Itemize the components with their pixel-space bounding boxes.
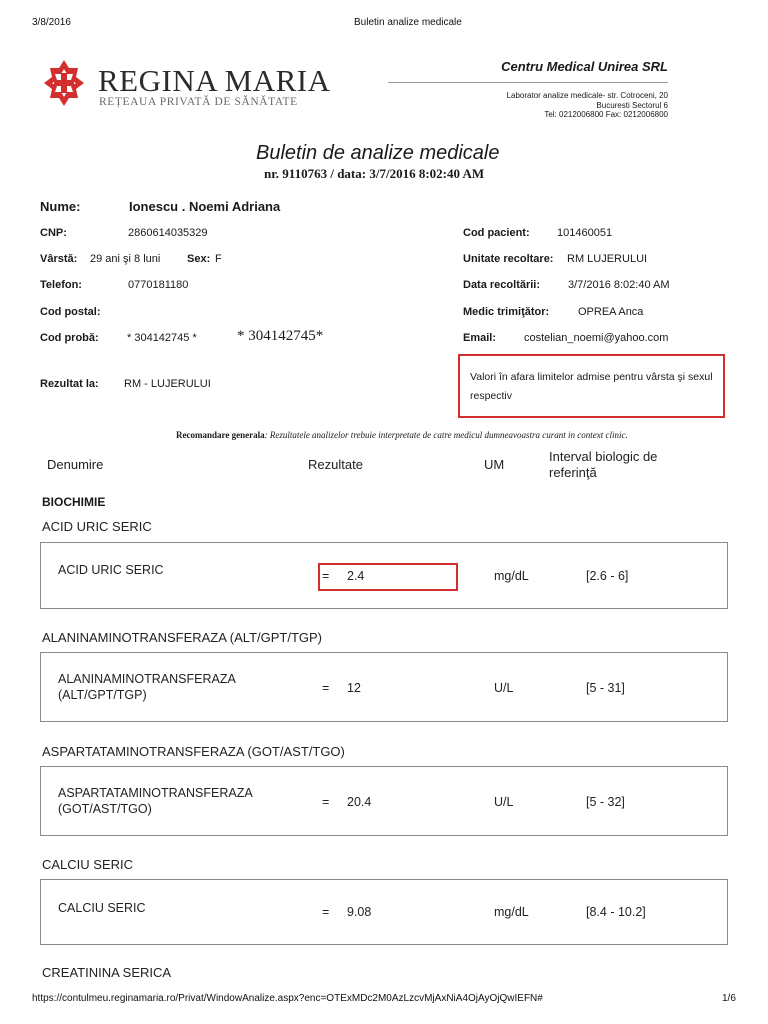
out-of-range-flag [318, 563, 458, 591]
test-group-title: CALCIU SERIC [42, 857, 134, 872]
general-recommendation [176, 430, 628, 440]
test-name: CALCIU SERIC [58, 901, 146, 915]
test-name-line1: ASPARTATAMINOTRANSFERAZA [58, 786, 253, 800]
collection-unit-value: RM LUJERULUI [567, 253, 648, 265]
age-value: 29 ani şi 8 luni [90, 253, 161, 265]
clinic-address-line1: Laborator analize medicale- str. Cotroceni, 20 [506, 91, 668, 100]
sample-code-label: Cod probă: [40, 332, 99, 344]
clinic-divider [388, 82, 668, 83]
test-result-row [40, 542, 728, 609]
test-reference: [5 - 32] [586, 795, 625, 809]
next-test-group-title: CREATININA SERICA [42, 965, 172, 980]
phone-value: 0770181180 [128, 279, 189, 291]
collection-date-label: Data recoltării: [463, 279, 541, 291]
test-unit: U/L [494, 795, 514, 809]
print-page-number: 1/6 [722, 993, 736, 1004]
age-label: Vârstă: [40, 253, 78, 265]
section-title: BIOCHIMIE [42, 495, 106, 509]
test-unit: mg/dL [494, 569, 529, 583]
name-label: Nume: [40, 199, 81, 214]
column-um-header: UM [484, 457, 505, 472]
patient-code-value: 101460051 [557, 227, 613, 239]
document-number: nr. 9110763 / data: 3/7/2016 8:02:40 AM [264, 166, 485, 181]
phone-label: Telefon: [40, 279, 82, 291]
clinic-contact: Tel: 0212006800 Fax: 0212006800 [544, 110, 668, 119]
test-name-line2: (ALT/GPT/TGP) [58, 688, 147, 702]
patient-code-label: Cod pacient: [463, 227, 530, 239]
postal-code-label: Cod postal: [40, 306, 101, 318]
print-date: 3/8/2016 [32, 17, 71, 28]
test-name-line2: (GOT/AST/TGO) [58, 802, 152, 816]
out-of-range-legend: Valori în afara limitelor admise pentru vârsta şi sexul respectiv [458, 354, 725, 418]
test-unit: mg/dL [494, 905, 529, 919]
patient-name: Ionescu . Noemi Adriana [129, 199, 281, 214]
print-title: Buletin analize medicale [354, 17, 462, 28]
test-result-row [40, 652, 728, 722]
test-name-line1: ALANINAMINOTRANSFERAZA [58, 672, 236, 686]
test-result-operator: = [322, 905, 330, 919]
email-value: costelian_noemi@yahoo.com [524, 332, 669, 344]
cnp-label: CNP: [40, 227, 67, 239]
column-reference-line1: Interval biologic de [549, 449, 658, 464]
test-result-operator: = [322, 569, 330, 583]
regina-maria-cross-logo-icon [40, 59, 88, 107]
test-unit: U/L [494, 681, 514, 695]
test-result-value: 2.4 [347, 569, 365, 583]
test-group-title: ALANINAMINOTRANSFERAZA (ALT/GPT/TGP) [42, 630, 323, 645]
sex-value: F [215, 253, 222, 265]
collection-date-value: 3/7/2016 8:02:40 AM [568, 279, 670, 291]
sample-barcode-text: * 304142745* [237, 328, 324, 344]
test-result-row [40, 879, 728, 945]
doctor-label: Medic trimiţător: [463, 306, 550, 318]
test-result-value: 20.4 [347, 795, 372, 809]
brand-name: REGINA MARIA [98, 63, 331, 98]
cnp-value: 2860614035329 [128, 227, 208, 239]
test-group-title: ASPARTATAMINOTRANSFERAZA (GOT/AST/TGO) [42, 744, 345, 759]
brand-tagline: REȚEAUA PRIVATĂ DE SĂNĂTATE [99, 96, 298, 108]
test-reference: [2.6 - 6] [586, 569, 629, 583]
test-result-value: 9.08 [347, 905, 372, 919]
test-name [58, 785, 253, 817]
result-at-value: RM - LUJERULUI [124, 378, 211, 390]
test-name [58, 671, 236, 703]
recommendation-label: Recomandare generala [176, 430, 265, 440]
test-reference: [8.4 - 10.2] [586, 905, 646, 919]
sample-code-value: * 304142745 * [127, 332, 197, 344]
result-at-label: Rezultat la: [40, 378, 99, 390]
clinic-address [507, 91, 668, 120]
recommendation-text: : Rezultatele analizelor trebuie interpretate de catre medicul dumneavoastra curant in context clinic. [264, 430, 628, 440]
sex-label: Sex: [187, 253, 211, 265]
column-reference-line2: referinţă [549, 465, 597, 480]
column-result-header: Rezultate [308, 457, 363, 472]
clinic-address-line2: Bucuresti Sectorul 6 [596, 100, 668, 110]
clinic-name: Centru Medical Unirea SRL [501, 59, 668, 74]
test-result-operator: = [322, 681, 330, 695]
print-url: https://contulmeu.reginamaria.ro/Privat/WindowAnalize.aspx?enc=OTExMDc2M0AzLzcvMjAxNiA4OjAyOjQwIEFN# [32, 993, 543, 1004]
document-title: Buletin de analize medicale [256, 142, 500, 164]
column-name-header: Denumire [47, 457, 104, 472]
test-name: ACID URIC SERIC [58, 563, 164, 577]
doctor-value: OPREA Anca [578, 306, 644, 318]
test-reference: [5 - 31] [586, 681, 625, 695]
test-result-value: 12 [347, 681, 361, 695]
column-reference-header [549, 449, 657, 481]
test-result-row [40, 766, 728, 836]
test-group-title: ACID URIC SERIC [42, 519, 152, 534]
email-label: Email: [463, 332, 497, 344]
test-result-operator: = [322, 795, 330, 809]
collection-unit-label: Unitate recoltare: [463, 253, 554, 265]
